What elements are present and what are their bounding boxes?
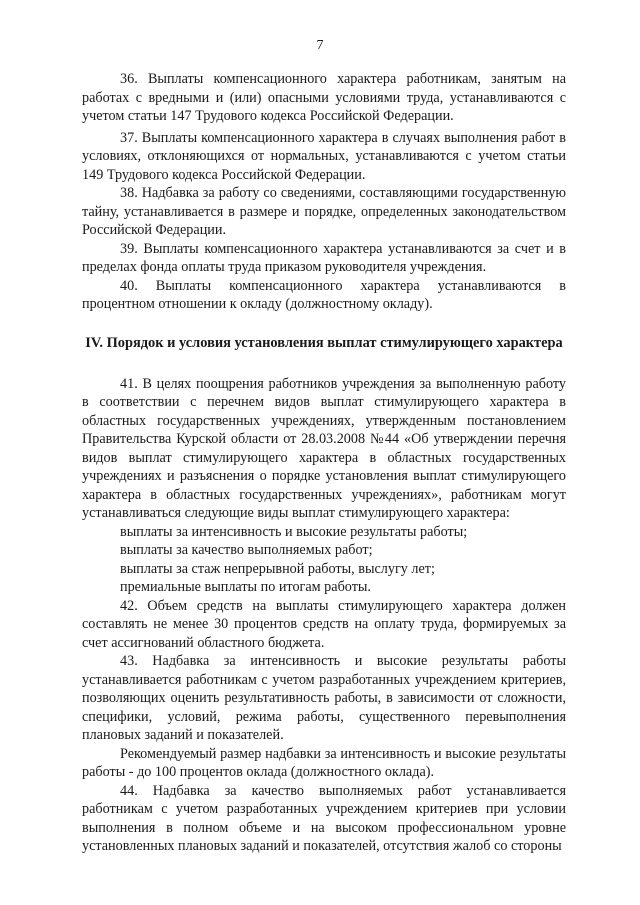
paragraph-42: 42. Объем средств на выплаты стимулирующего характера должен составлять не менее 30 процентов средств на оплату труда, формируемых за счет ассигнований областного бюджета. [82,597,566,651]
paragraph-38: 38. Надбавка за работу со сведениями, составляющими государственную тайну, устанавливается в размере и порядке, определенных законодательством Российской Федерации. [82,185,566,238]
paragraph-37: 37. Выплаты компенсационного характера в случаях выполнения работ в условиях, отклоняющихся от нормальных, устанавливаются с учетом статьи 149 Трудового кодекса Российской Федерации. [82,129,566,183]
list-item-3: выплаты за стаж непрерывной работы, выслугу лет; [120,560,435,577]
paragraph-43-recommendation: Рекомендуемый размер надбавки за интенсивность и высокие результаты работы - до 100 процентов оклада (должностного оклада). [82,745,566,780]
paragraph-39: 39. Выплаты компенсационного характера устанавливаются за счет и в пределах фонда оплаты труда приказом руководителя учреждения. [82,240,566,275]
paragraph-40: 40. Выплаты компенсационного характера устанавливаются в процентном отношении к окладу (должностному окладу). [82,277,566,312]
paragraph-41: 41. В целях поощрения работников учреждения за выполненную работу в соответствии с перечнем видов выплат стимулирующего характера в областных государственных учреждениях, утвержденным постановлением Правительства Курской области от 28.03.2008 №44 «Об утверждении перечня видов выплат стимулирующего характера в областных государственных учреждениях и разъяснения о порядке установления выплат стимулирующего характера в областных государственных учреждениях», работникам могут устанавливаться следующие виды выплат стимулирующего характера: [82,375,566,521]
section-heading: IV. Порядок и условия установления выплат стимулирующего характера [85,334,563,351]
list-item-4: премиальные выплаты по итогам работы. [120,579,371,595]
document-body [82,70,566,856]
paragraph-43: 43. Надбавка за интенсивность и высокие результаты работы устанавливается работникам с учетом разработанных учреждением критериев, позволяющих оценить результативность работы, в зависимости от сложности, специфики, условий, режима работы, существенного перевыполнения плановых заданий и показателей. [82,653,566,743]
paragraph-44: 44. Надбавка за качество выполняемых работ устанавливается работникам с учетом разработанных учреждением критериев при условии выполнения в полном объеме и на высоком профессиональном уровне установленных плановых заданий и показателей, отсутствия жалоб со стороны [82,782,566,854]
page-number: 7 [316,38,324,53]
paragraph-36: 36. Выплаты компенсационного характера работникам, занятым на работах с вредными и (или) опасными условиями труда, устанавливаются с учетом статьи 147 Трудового кодекса Российской Федерации. [82,71,566,124]
list-item-2: выплаты за качество выполняемых работ; [120,542,373,558]
list-item-1: выплаты за интенсивность и высокие результаты работы; [120,523,468,540]
